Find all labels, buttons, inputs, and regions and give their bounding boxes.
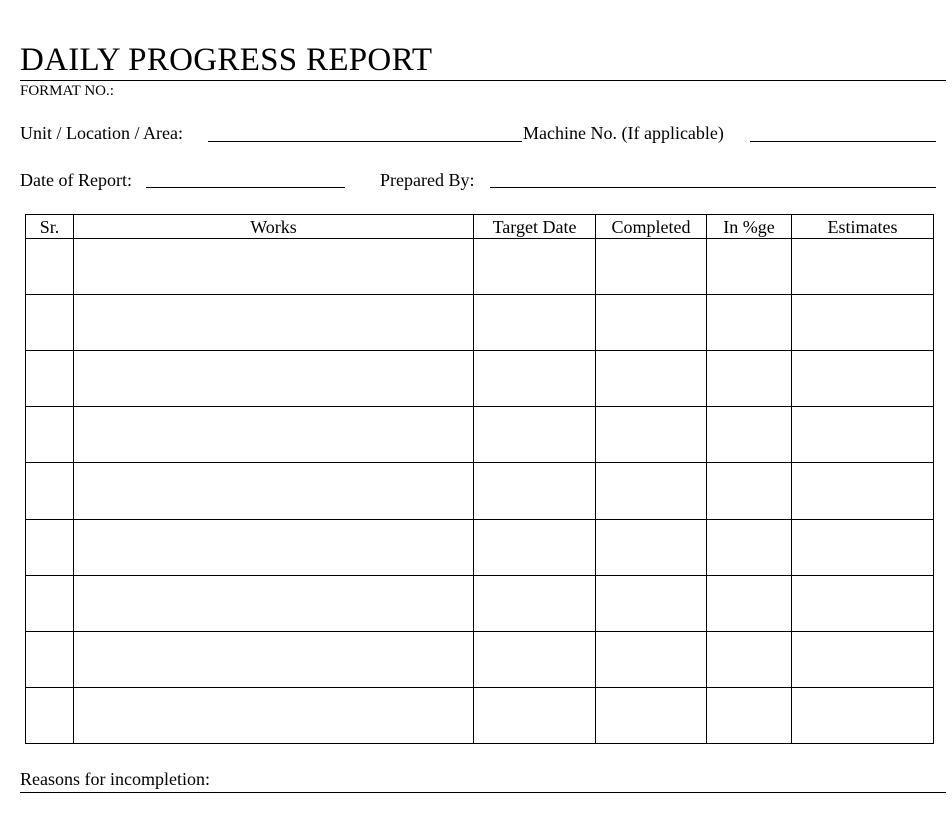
cell-completed[interactable] xyxy=(596,239,707,295)
cell-percentage[interactable] xyxy=(707,407,792,463)
cell-works[interactable] xyxy=(74,295,474,351)
cell-works[interactable] xyxy=(74,631,474,687)
table-row xyxy=(26,295,934,351)
cell-target-date[interactable] xyxy=(474,575,596,631)
cell-works[interactable] xyxy=(74,463,474,519)
cell-target-date[interactable] xyxy=(474,687,596,743)
table-row xyxy=(26,687,934,743)
cell-works[interactable] xyxy=(74,519,474,575)
cell-percentage[interactable] xyxy=(707,239,792,295)
cell-completed[interactable] xyxy=(596,463,707,519)
cell-sr[interactable] xyxy=(26,575,74,631)
cell-completed[interactable] xyxy=(596,519,707,575)
cell-percentage[interactable] xyxy=(707,687,792,743)
cell-estimates[interactable] xyxy=(792,631,934,687)
date-of-report-field[interactable] xyxy=(146,187,345,188)
cell-works[interactable] xyxy=(74,407,474,463)
column-header-percentage: In %ge xyxy=(707,215,792,239)
cell-estimates[interactable] xyxy=(792,295,934,351)
cell-target-date[interactable] xyxy=(474,407,596,463)
machine-number-field[interactable] xyxy=(750,141,936,142)
cell-completed[interactable] xyxy=(596,295,707,351)
cell-estimates[interactable] xyxy=(792,239,934,295)
table-row xyxy=(26,239,934,295)
table-row xyxy=(26,519,934,575)
cell-target-date[interactable] xyxy=(474,295,596,351)
progress-table xyxy=(25,214,934,744)
table-row xyxy=(26,631,934,687)
title-divider xyxy=(20,80,946,81)
cell-works[interactable] xyxy=(74,687,474,743)
cell-percentage[interactable] xyxy=(707,575,792,631)
column-header-target-date: Target Date xyxy=(474,215,596,239)
cell-estimates[interactable] xyxy=(792,463,934,519)
reasons-line[interactable] xyxy=(20,792,946,793)
unit-location-area-field[interactable] xyxy=(208,141,522,142)
unit-location-area-label: Unit / Location / Area: xyxy=(20,123,183,143)
column-header-sr: Sr. xyxy=(26,215,74,239)
cell-sr[interactable] xyxy=(26,519,74,575)
cell-sr[interactable] xyxy=(26,407,74,463)
cell-sr[interactable] xyxy=(26,463,74,519)
cell-percentage[interactable] xyxy=(707,351,792,407)
cell-target-date[interactable] xyxy=(474,463,596,519)
column-header-completed: Completed xyxy=(596,215,707,239)
cell-target-date[interactable] xyxy=(474,519,596,575)
cell-completed[interactable] xyxy=(596,351,707,407)
table-row xyxy=(26,575,934,631)
cell-sr[interactable] xyxy=(26,687,74,743)
cell-estimates[interactable] xyxy=(792,351,934,407)
cell-target-date[interactable] xyxy=(474,351,596,407)
cell-percentage[interactable] xyxy=(707,519,792,575)
cell-sr[interactable] xyxy=(26,295,74,351)
cell-target-date[interactable] xyxy=(474,631,596,687)
cell-sr[interactable] xyxy=(26,631,74,687)
prepared-by-field[interactable] xyxy=(490,187,936,188)
cell-estimates[interactable] xyxy=(792,519,934,575)
table-header-row xyxy=(26,215,934,239)
cell-works[interactable] xyxy=(74,351,474,407)
table-row xyxy=(26,351,934,407)
column-header-estimates: Estimates xyxy=(792,215,934,239)
cell-completed[interactable] xyxy=(596,687,707,743)
cell-sr[interactable] xyxy=(26,351,74,407)
cell-completed[interactable] xyxy=(596,631,707,687)
cell-percentage[interactable] xyxy=(707,631,792,687)
cell-works[interactable] xyxy=(74,239,474,295)
date-of-report-label: Date of Report: xyxy=(20,170,132,190)
cell-sr[interactable] xyxy=(26,239,74,295)
cell-completed[interactable] xyxy=(596,407,707,463)
cell-target-date[interactable] xyxy=(474,239,596,295)
table-row xyxy=(26,407,934,463)
prepared-by-label: Prepared By: xyxy=(380,170,475,190)
cell-percentage[interactable] xyxy=(707,295,792,351)
format-number-label: FORMAT NO.: xyxy=(20,83,114,99)
report-title: DAILY PROGRESS REPORT xyxy=(20,42,433,78)
table-row xyxy=(26,463,934,519)
cell-estimates[interactable] xyxy=(792,575,934,631)
cell-completed[interactable] xyxy=(596,575,707,631)
machine-number-label: Machine No. (If applicable) xyxy=(523,123,724,143)
column-header-works: Works xyxy=(74,215,474,239)
cell-works[interactable] xyxy=(74,575,474,631)
cell-estimates[interactable] xyxy=(792,687,934,743)
reasons-for-incompletion-label: Reasons for incompletion: xyxy=(20,769,210,789)
cell-estimates[interactable] xyxy=(792,407,934,463)
cell-percentage[interactable] xyxy=(707,463,792,519)
